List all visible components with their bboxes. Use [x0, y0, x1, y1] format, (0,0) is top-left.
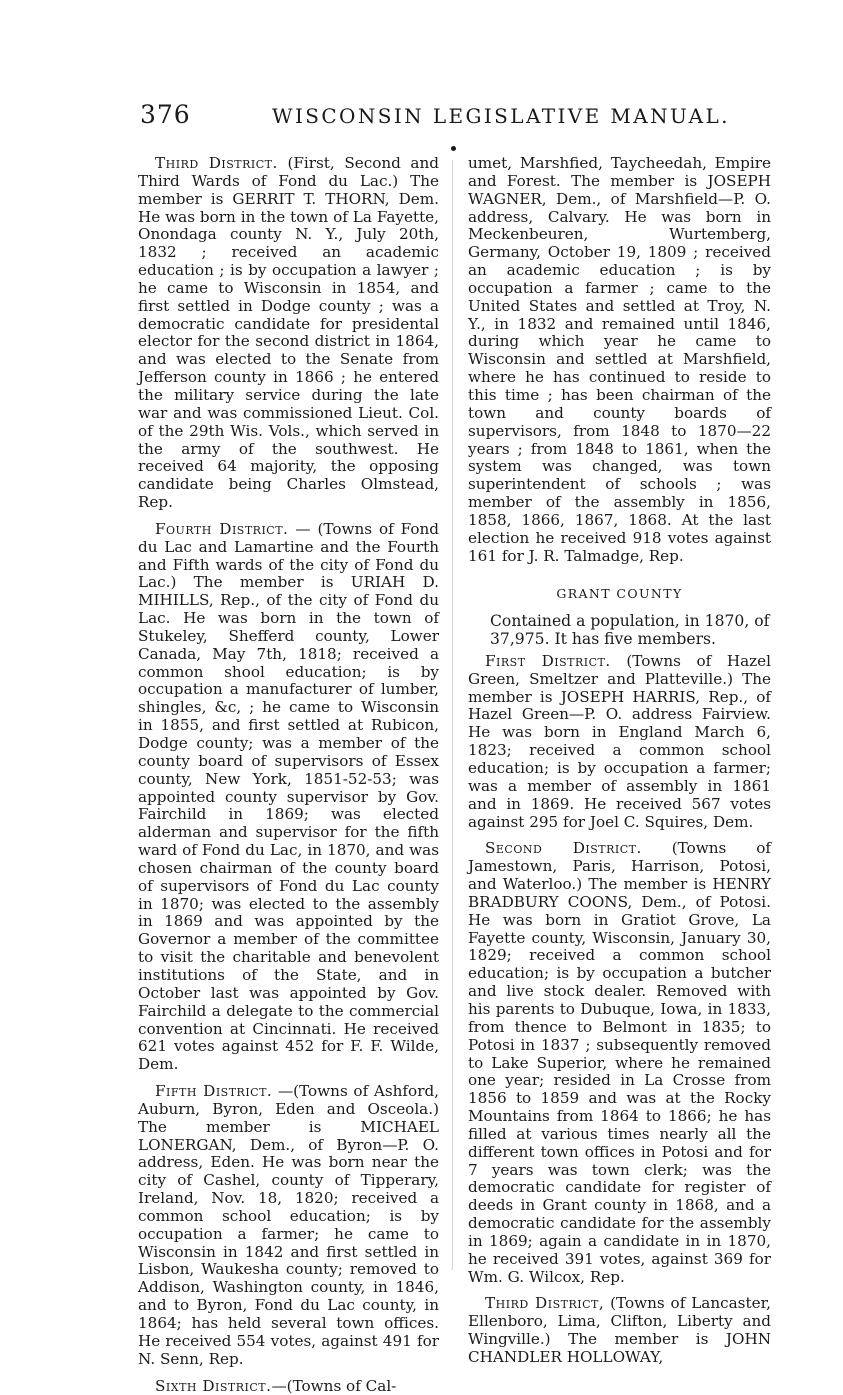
left-column — [138, 155, 439, 1395]
running-head — [140, 100, 730, 140]
paragraph-text: —(Towns of Cal- — [271, 1376, 397, 1395]
paragraph-third-district-grant — [468, 1295, 771, 1366]
column-divider — [452, 160, 453, 1270]
district-label: Fourth District. — [155, 519, 289, 538]
paragraph-fourth-district — [138, 521, 439, 1074]
running-title: WISCONSIN LEGISLATIVE MANUAL. — [272, 104, 730, 128]
district-label: First District. — [485, 651, 611, 670]
district-label: Third District, — [485, 1294, 605, 1313]
county-summary: Contained a population, in 1870, of 37,975. It has five members. — [490, 612, 770, 649]
district-label: Fifth District. — [155, 1082, 273, 1101]
district-label: Sixth District. — [155, 1376, 272, 1395]
paragraph-third-district — [138, 155, 439, 512]
paragraph-second-district — [468, 840, 771, 1286]
paragraph-text: (Towns of Jamestown, Paris, Harrison, Potosi, and Waterloo.) The member is HENRY BRADBURY COONS, Dem., of Potosi. He was born in Gratiot Grove, La Fayette county, Wisconsin, January 30, 1829; received a common school education; is by occupation a butcher and live stock dealer. Removed with his parents to Dubuque, Iowa, in 1833, from thence to Belmont in 1835; to Potosi in 1837 ; subsequently removed to Lake Superior, where he remained one year; resided in La Crosse from 1856 to 1859 and was at the Rocky Mountains from 1864 to 1866; he has filled at various times nearly all the different town offices in Potosi and for 7 years was town clerk; was the democratic candidate for register of deeds in Grant county in 1868, and a democratic candidate for the assembly in 1869; again a candidate in in 1870, he received 391 votes, against 369 for Wm. G. Wilcox, Rep. — [468, 839, 771, 1286]
column-ornament-dot — [451, 146, 456, 151]
paragraph-text: — (Towns of Fond du Lac and Lamartine and the Fourth and Fifth wards of the city of Fond du Lac.) The member is URIAH D. MIHILLS, Rep., of the city of Fond du Lac. He was born in the town of Stukeley, Shefferd county, Lower Canada, May 7th, 1818; received a common shool education; is by occupation a manufacturer of lumber, shingles, &c, ; he came to Wisconsin in 1855, and first settled at Rubicon, Dodge county; was a member of the county board of supervisors of Essex county, New York, 1851-52-53; was appointed county supervisor by Gov. Fairchild in 1869; was elected alderman and supervisor for the fifth ward of Fond du Lac, in 1870, and was chosen chairman of the county board of supervisors of Fond du Lac county in 1870; was elected to the assembly in 1869 and was appointed by the Governor a member of the committee to visit the charitable and benevolent institutions of the State, and in October last was appointed by Gov. Fairchild a delegate to the commercial convention at Cincinnati. He received 621 votes against 452 for F. F. Wilde, Dem. — [138, 519, 440, 1074]
paragraph-text: (Towns of Hazel Green, Smeltzer and Platteville.) The member is JOSEPH HARRIS, Rep., of Hazel Green—P. O. address Fairview. He was born in England March 6, 1823; received a common school education; is by occupation a farmer; was a member of assembly in 1861 and in 1869. He received 567 votes against 295 for Joel C. Squires, Dem. — [468, 651, 772, 831]
county-heading: GRANT COUNTY — [556, 586, 683, 602]
right-column — [468, 155, 771, 1367]
district-label: Third District. — [155, 154, 278, 172]
paragraph-text: (First, Second and Third Wards of Fond du Lac.) The member is GERRIT T. THORN, Dem. He was born in the town of La Fayette, Onondaga county N. Y., July 20th, 1832 ; received an academic education ; is by occupation a lawyer ; he came to Wisconsin in 1854, and first settled in Dodge county ; was a democratic candidate for presidental elector for the second district in 1864, and was elected to the Senate from Jefferson county in 1866 ; he entered the military service during the late war and was commissioned Lieut. Col. of the 29th Wis. Vols., which served in the army of the southwest. He received 64 majority, the opposing candidate being Charles Olmstead, Rep. — [138, 154, 439, 512]
page-number: 376 — [140, 100, 191, 129]
paragraph-sixth-district-continued: umet, Marshfied, Taycheedah, Empire and Forest. The member is JOSEPH WAGNER, Dem., of Marshfield—P. O. address, Calvary. He was born in Meckenbeuren, Wurtemberg, Germany, October 19, 1809 ; received an academic education ; is by occupation a farmer ; came to the United States and settled at Troy, N. Y., in 1832 and remained until 1846, during which year he came to Wisconsin and settled at Marshfield, where he has continued to reside to this time ; has been chairman of the town and county boards of supervisors, from 1848 to 1870—22 years ; from 1848 to 1861, when the system was changed, was town superintendent of schools ; was member of the assembly in 1856, 1858, 1866, 1867, 1868. At the last election he received 918 votes against 161 for J. R. Talmadge, Rep. — [468, 154, 771, 565]
district-label: Second District. — [485, 839, 642, 858]
paragraph-text: —(Towns of Ashford, Auburn, Byron, Eden and Osceola.) The member is MICHAEL LONERGAN, Dem., of Byron—P. O. address, Eden. He was born near the city of Cashel, county of Tipperary, Ireland, Nov. 18, 1820; received a common school education; is by occupation a farmer; he came to Wisconsin in 1842 and first settled in Lisbon, Waukesha county; removed to Addison, Washington county, in 1846, and to Byron, Fond du Lac county, in 1864; has held several town offices. He received 554 votes, against 491 for N. Senn, Rep. — [138, 1082, 439, 1368]
paragraph-text: (Towns of Lancaster, Ellenboro, Lima, Clifton, Liberty and Wingville.) The member is JOHN CHANDLER HOLLOWAY, — [468, 1294, 771, 1366]
paragraph-sixth-district — [138, 1378, 439, 1395]
paragraph-first-district — [468, 653, 771, 831]
paragraph-fifth-district — [138, 1083, 439, 1369]
